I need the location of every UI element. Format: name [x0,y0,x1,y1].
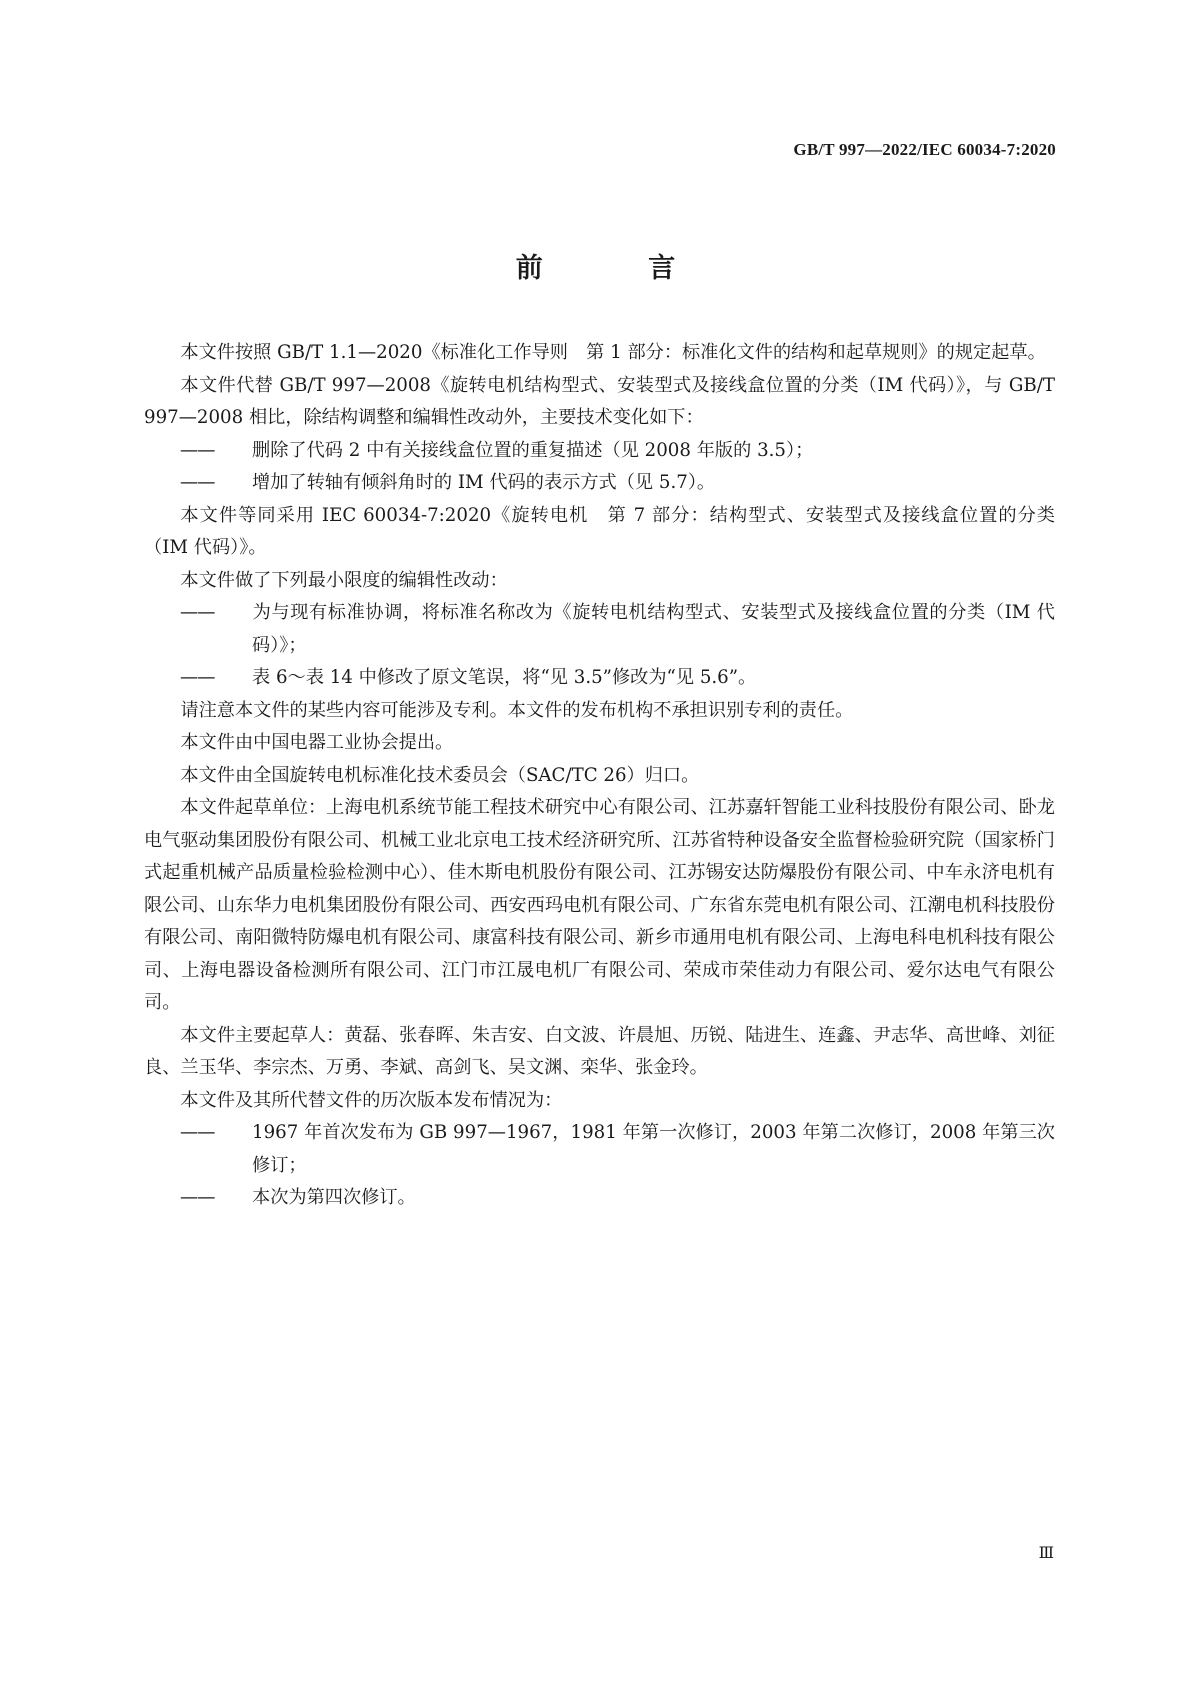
paragraph-patent-notice: 请注意本文件的某些内容可能涉及专利。本文件的发布机构不承担识别专利的责任。 [180,699,854,721]
paragraph-proposer: 本文件由中国电器工业协会提出。 [180,732,454,753]
dash-mark: —— [180,439,215,461]
list-item-text: 增加了转轴有倾斜角时的 IM 代码的表示方式（见 5.7）。 [252,472,716,493]
paragraph-drafters: 本文件主要起草人：黄磊、张春晖、朱吉安、白文波、许晨旭、历锐、陆进生、连鑫、尹志华、高世峰、刘征良、兰玉华、李宗杰、万勇、李斌、高剑飞、吴文渊、栾华、张金玲。 [144,1024,1055,1078]
standard-code-header: GB/T 997—2022/IEC 60034-7:2020 [793,140,1056,159]
paragraph-drafting-rules: 本文件按照 GB/T 1.1—2020《标准化工作导则 第 1 部分：标准化文件的结构和起草规则》的规定起草。 [180,342,1046,363]
dash-mark: —— [180,1187,215,1208]
page-title: 前 言 [515,253,724,284]
list-item-text: 删除了代码 2 中有关接线盒位置的重复描述（见 2008 年版的 3.5）； [252,439,814,461]
list-item-change-1 [180,435,1055,468]
dash-mark: —— [180,667,215,688]
dash-mark: —— [180,1122,215,1143]
paragraph-committee: 本文件由全国旋转电机标准化技术委员会（SAC/TC 26）归口。 [180,764,700,786]
list-item-editorial-1 [180,597,1055,662]
list-item-text: 为与现有标准协调，将标准名称改为《旋转电机结构型式、安装型式及接线盒位置的分类（IM 代码）》； [252,602,1055,656]
dash-mark: —— [180,602,215,623]
list-item-text: 本次为第四次修订。 [252,1187,416,1208]
paragraph-history: 本文件及其所代替文件的历次版本发布情况为： [180,1089,563,1111]
document-body [144,337,1055,1215]
list-item-history-1 [180,1117,1055,1182]
paragraph-adoption: 本文件等同采用 IEC 60034-7:2020《旋转电机 第 7 部分：结构型式、安装型式及接线盒位置的分类（IM 代码）》。 [144,504,1055,558]
paragraph-drafting-units: 本文件起草单位：上海电机系统节能工程技术研究中心有限公司、江苏嘉轩智能工业科技股份有限公司、卧龙电气驱动集团股份有限公司、机械工业北京电工技术经济研究所、江苏省特种设备安全监督检验研究院（国家桥门式起重机械产品质量检验检测中心）、佳木斯电机股份有限公司、江苏锡安达防爆股份有限公司、中车永济电机有限公司、山东华力电机集团股份有限公司、西安西玛电机有限公司、广东省东莞电机有限公司、江潮电机科技股份有限公司、南阳微特防爆电机有限公司、康富科技有限公司、新乡市通用电机有限公司、上海电科电机科技有限公司、上海电器设备检测所有限公司、江门市江晟电机厂有限公司、荣成市荣佳动力有限公司、爱尔达电气有限公司。 [144,797,1055,1013]
paragraph-replaces: 本文件代替 GB/T 997—2008《旋转电机结构型式、安装型式及接线盒位置的分类（IM 代码）》，与 GB/T 997—2008 相比，除结构调整和编辑性改动外，主要技术变化如下： [144,374,1055,428]
paragraph-editorial-changes: 本文件做了下列最小限度的编辑性改动： [180,569,508,591]
list-item-history-2 [180,1182,1055,1215]
list-item-editorial-2 [180,662,1055,695]
page-number: Ⅲ [1038,1545,1054,1562]
list-item-text: 1967 年首次发布为 GB 997—1967，1981 年第一次修订，2003 年第二次修订，2008 年第三次修订； [252,1122,1055,1176]
dash-mark: —— [180,472,215,493]
list-item-text: 表 6～表 14 中修改了原文笔误，将“见 3.5”修改为“见 5.6”。 [252,667,757,688]
list-item-change-2 [180,467,1055,500]
